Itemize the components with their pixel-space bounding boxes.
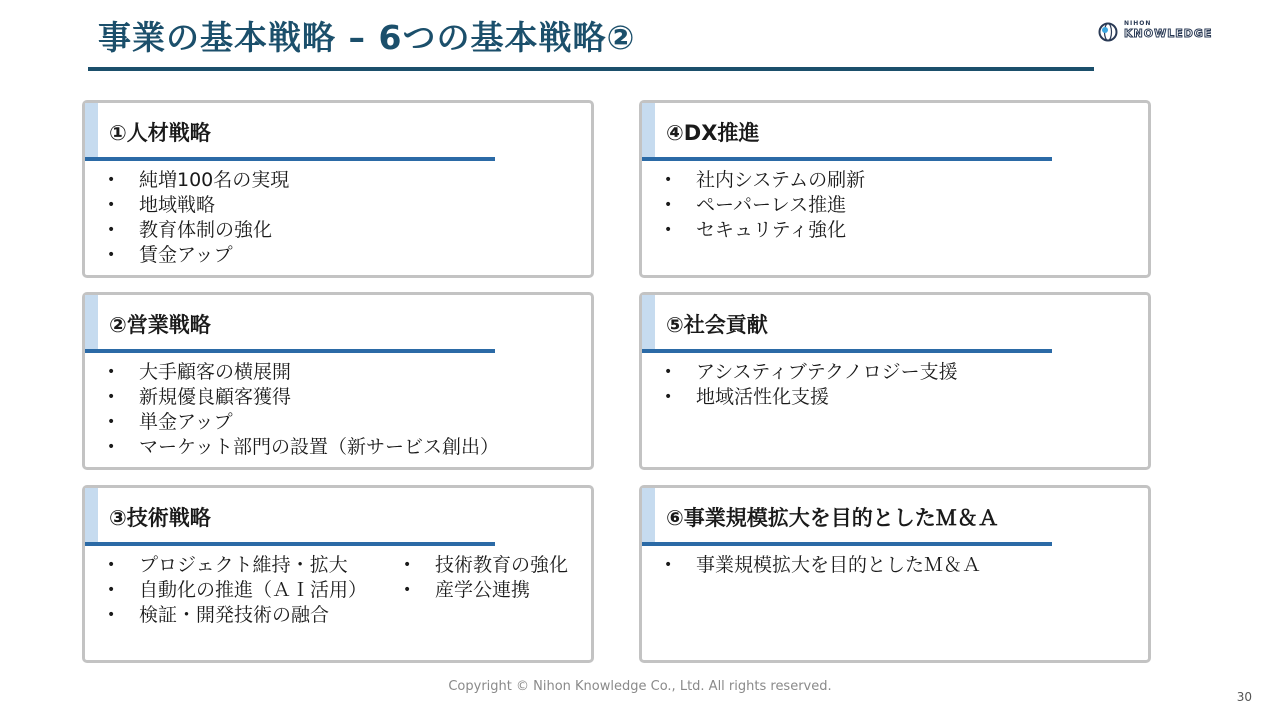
strategy-card-hr bbox=[82, 100, 594, 278]
list-item: • 賃金アップ bbox=[107, 244, 233, 266]
list-item: • ペーパーレス推進 bbox=[664, 194, 847, 216]
list-item: • 事業規模拡大を目的としたＭ＆Ａ bbox=[664, 554, 982, 576]
logo-small-text: NIHON bbox=[1124, 20, 1152, 27]
list-item: • 技術教育の強化 bbox=[403, 554, 569, 576]
list-item: • 社内システムの刷新 bbox=[664, 169, 866, 191]
card-heading: ④DX推進 bbox=[666, 121, 760, 145]
card-accent bbox=[642, 103, 655, 158]
card-accent bbox=[642, 295, 655, 350]
card-heading: ②営業戦略 bbox=[109, 313, 211, 337]
card-bullet-list bbox=[105, 553, 367, 628]
card-heading-rule bbox=[85, 542, 495, 546]
list-item: • 地域戦略 bbox=[107, 194, 216, 216]
list-item: • 単金アップ bbox=[107, 411, 233, 433]
card-heading-rule bbox=[642, 542, 1052, 546]
card-accent bbox=[85, 295, 98, 350]
list-item: • マーケット部門の設置（新サービス創出） bbox=[107, 436, 500, 458]
company-logo bbox=[1098, 20, 1258, 46]
card-bullet-list bbox=[662, 168, 865, 243]
card-heading: ⑤社会貢献 bbox=[666, 313, 768, 337]
card-heading: ⑥事業規模拡大を目的としたＭ＆Ａ bbox=[666, 506, 999, 530]
strategy-card-social bbox=[639, 292, 1151, 470]
list-item: • 産学公連携 bbox=[403, 579, 531, 601]
list-item: • 地域活性化支援 bbox=[664, 386, 830, 408]
list-item: • 新規優良顧客獲得 bbox=[107, 386, 292, 408]
strategy-card-tech bbox=[82, 485, 594, 663]
card-heading-rule bbox=[85, 157, 495, 161]
card-accent bbox=[85, 103, 98, 158]
card-accent bbox=[642, 488, 655, 543]
strategy-card-ma bbox=[639, 485, 1151, 663]
list-item: • セキュリティ強化 bbox=[664, 219, 847, 241]
list-item: • 教育体制の強化 bbox=[107, 219, 273, 241]
list-item: • アシスティブテクノロジー支援 bbox=[664, 361, 958, 383]
card-heading: ③技術戦略 bbox=[109, 506, 211, 530]
list-item: • 純増100名の実現 bbox=[107, 169, 290, 191]
logo-wordmark: KNOWLEDGE bbox=[1124, 27, 1213, 40]
card-accent bbox=[85, 488, 98, 543]
list-item: • 自動化の推進（ＡＩ活用） bbox=[107, 579, 368, 601]
card-bullet-list-col2 bbox=[401, 553, 568, 603]
title-underline bbox=[88, 67, 1094, 71]
card-heading: ①人材戦略 bbox=[109, 121, 211, 145]
strategy-card-dx bbox=[639, 100, 1151, 278]
card-bullet-list bbox=[662, 553, 981, 578]
globe-icon bbox=[1098, 22, 1118, 42]
copyright-footer: Copyright © Nihon Knowledge Co., Ltd. All rights reserved. bbox=[448, 679, 832, 694]
card-bullet-list bbox=[105, 168, 289, 268]
page-number: 30 bbox=[1236, 690, 1252, 704]
list-item: • 検証・開発技術の融合 bbox=[107, 604, 330, 626]
list-item: • プロジェクト維持・拡大 bbox=[107, 554, 348, 576]
card-heading-rule bbox=[642, 349, 1052, 353]
card-heading-rule bbox=[642, 157, 1052, 161]
card-heading-rule bbox=[85, 349, 495, 353]
card-bullet-list bbox=[662, 360, 958, 410]
page-title: 事業の基本戦略 – 6つの基本戦略② bbox=[98, 18, 636, 57]
strategy-card-sales bbox=[82, 292, 594, 470]
card-bullet-list bbox=[105, 360, 499, 460]
list-item: • 大手顧客の横展開 bbox=[107, 361, 292, 383]
